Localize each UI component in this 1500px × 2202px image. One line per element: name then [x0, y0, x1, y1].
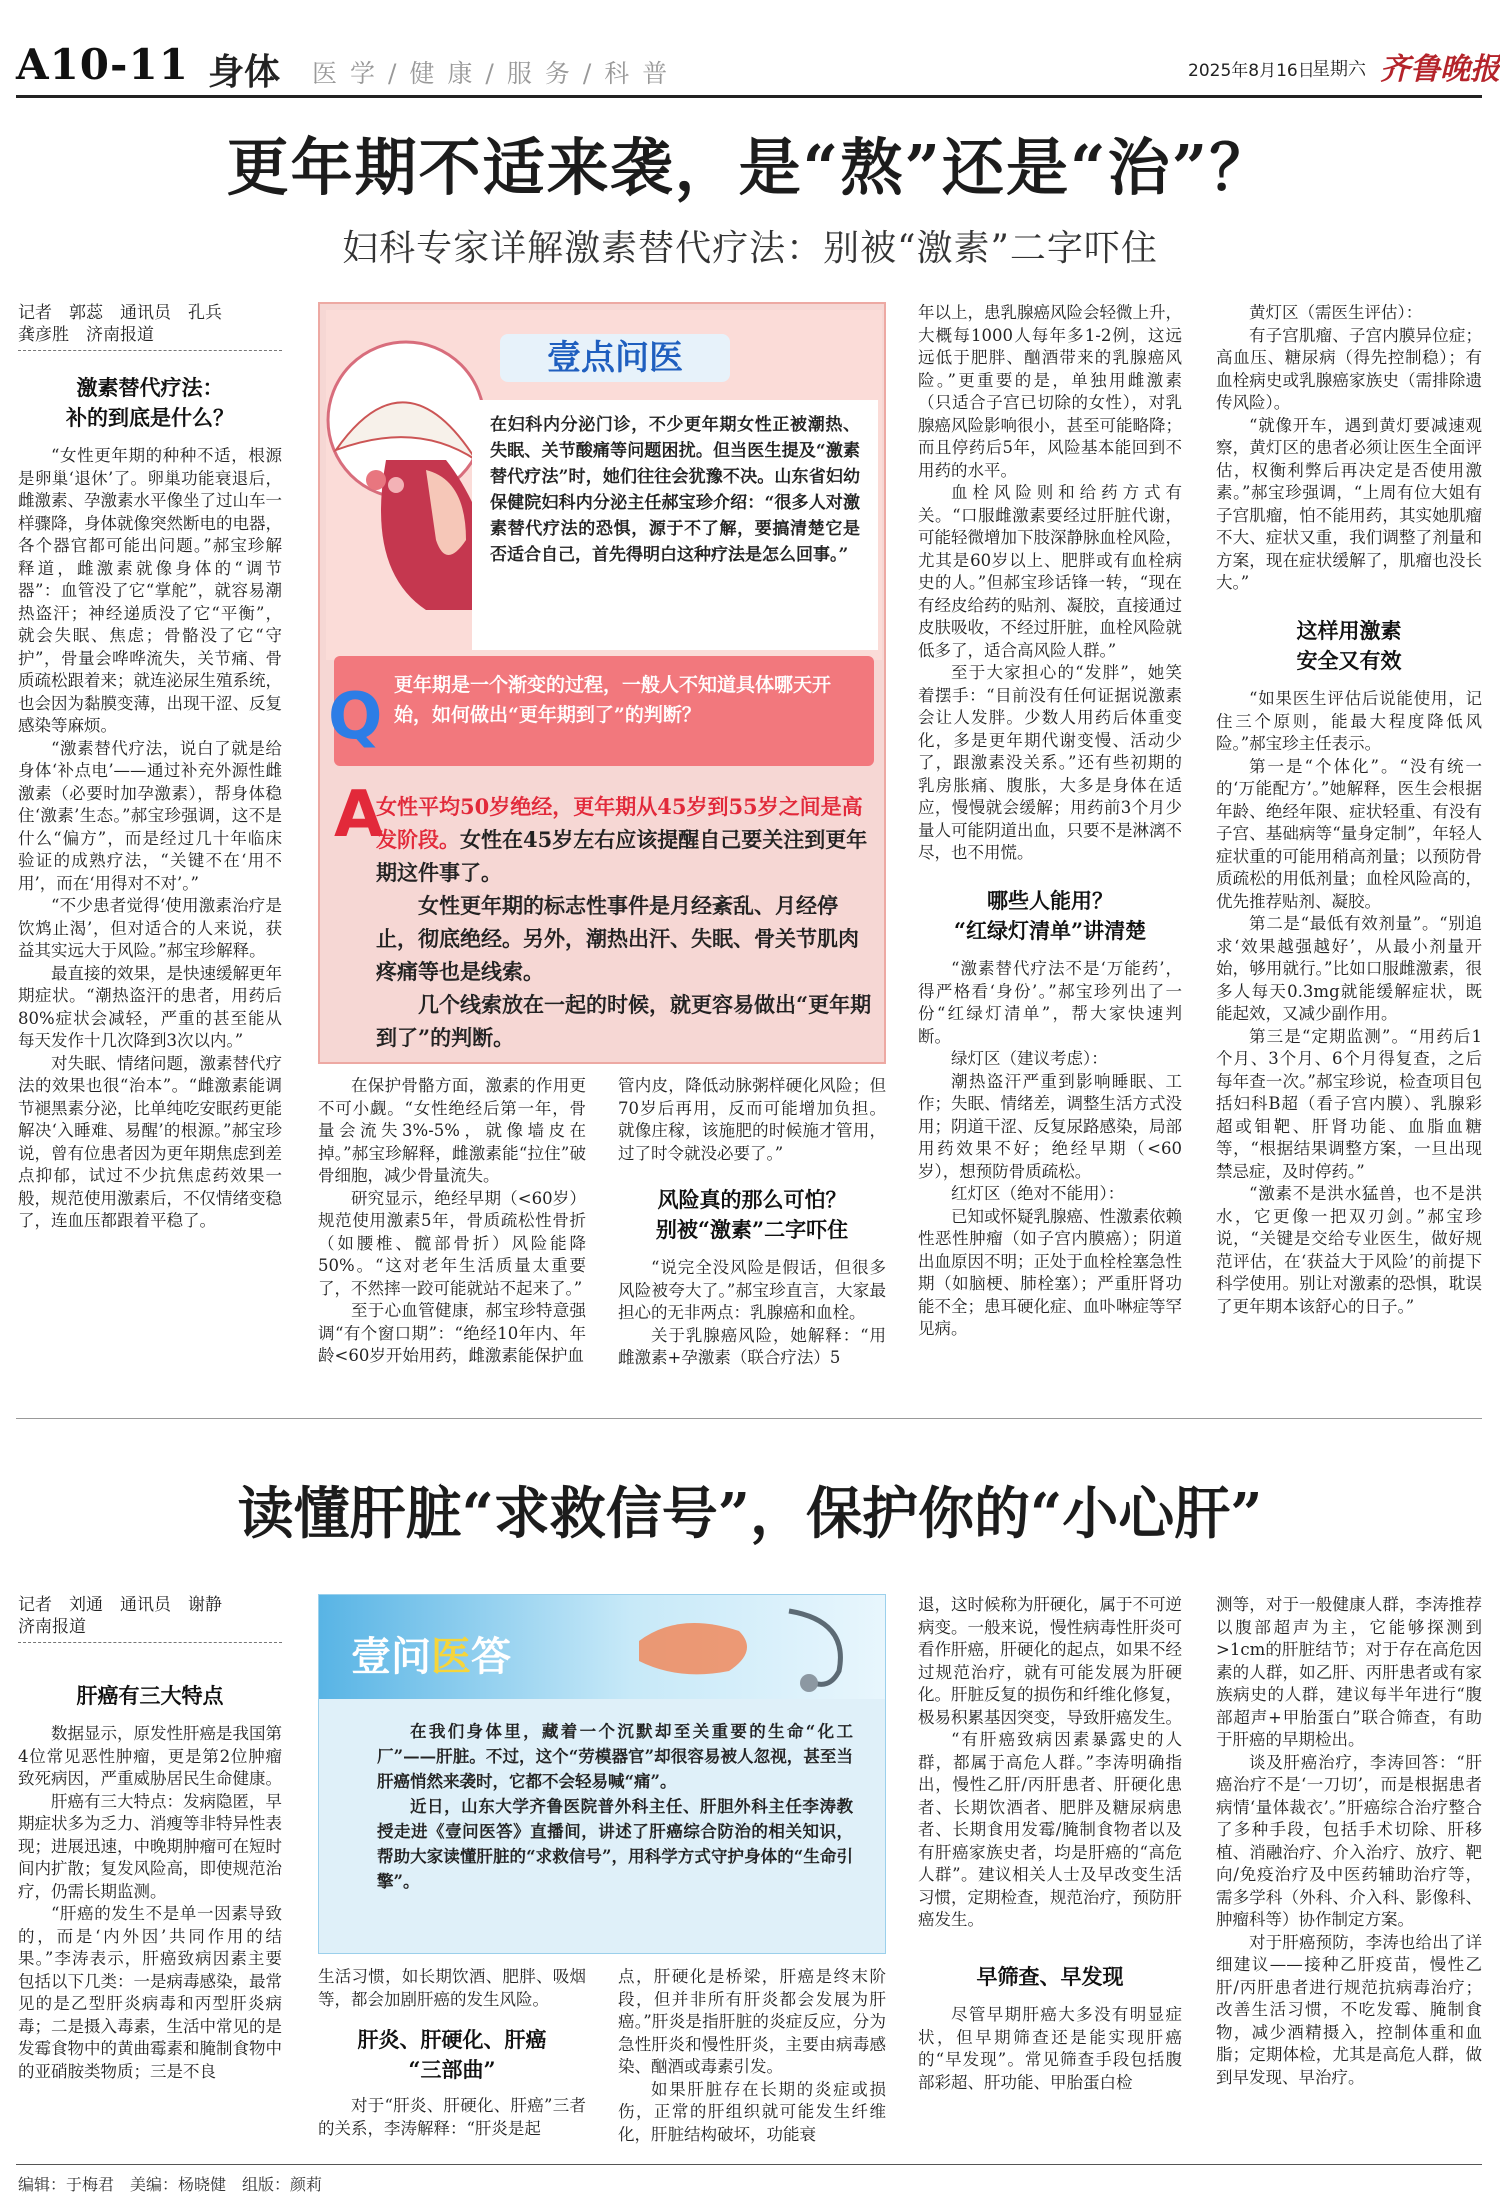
question-panel	[328, 656, 874, 766]
footer-rule	[16, 2164, 1482, 2165]
issue-date: 2025年8月16日	[1188, 61, 1315, 81]
qa-banner: 壹点问医	[500, 334, 730, 382]
qa-intro: 在妇科内分泌门诊，不少更年期女性正被潮热、失眠、关节酸痛等问题困扰。但当医生提及“激素替代疗法”时，她们往往会犹豫不决。山东省妇幼保健院妇科内分泌主任郝宝珍介绍：“很多人对激素替代疗法的恐惧，源于不了解，要搞清楚它是否适合自己，首先得明白这种疗法是怎么回事。”	[472, 400, 878, 650]
section-title: 身体	[208, 51, 281, 93]
footer-credits: 编辑：于梅君 美编：杨晓健 组版：颜莉	[18, 2175, 323, 2194]
article2-column-3: 退，这时候称为肝硬化，属于不可逆病变。一般来说，慢性病毒性肝炎可看作肝癌，肝硬化的起点，如果不经过规范治疗，就有可能发展为肝硬化。肝脏反复的损伤和纤维化修复，极易积累基因突变，导致肝癌发生。 “有肝癌致病因素暴露史的人群，都属于高危人群。”李涛明确指出，慢性乙肝/丙肝患者、肝硬化患者、长期饮酒者、肥胖及糖尿病患者、长期食用发霉/腌制食物者以及有肝癌家族史者，均是肝癌的“高危人群”。建议相关人士及早改变生活习惯，定期检查，规范治疗，预防肝癌发生。 早筛查、早发现 尽管早期肝癌大多没有明显症状，但早期筛查还是能实现肝癌的“早发现”。常见筛查手段包括腹部彩超、肝功能、甲胎蛋白检	[918, 1595, 1182, 2092]
header-rule	[16, 95, 1482, 98]
article1-col1-body: “女性更年期的种种不适，根源是卵巢‘退休’了。卵巢功能衰退后，雌激素、孕激素水平像坐了过山车一样骤降，身体就像突然断电的电器，各个器官都可能出问题。”郝宝珍解释道，雌激素就像身体的“调节器”：血管没了它“掌舵”，就容易潮热盗汗；神经递质没了它“平衡”，就会失眠、焦虑；骨骼没了它“守护”，骨量会哗哗流失，关节痛、骨质疏松跟着来；就连泌尿生殖系统，也会因为黏膜变薄，出现干涩、反复感染等麻烦。 “激素替代疗法，说白了就是给身体‘补点电’——通过补充外源性雌激素（必要时加孕激素），帮身体稳住‘激素’生态。”郝宝珍强调，这不是什么“偏方”，而是经过几十年临床验证的成熟疗法，“关键不在‘用不用’，而在‘用得对不对’。” “不少患者觉得‘使用激素治疗是饮鸩止渴’，但对适合的人来说，获益其实远大于风险。”郝宝珍解释。 最直接的效果，是快速缓解更年期症状。“潮热盗汗的患者，用药后80%症状会减轻，严重的甚至能从每天发作十几次降到3次以内。” 对失眠、情绪问题，激素替代疗法的效果也很“治本”。“雌激素能调节褪黑素分泌，比单纯吃安眠药更能解决‘入睡难、易醒’的根源。”郝宝珍说，曾有位患者因为更年期焦虑到差点抑郁，试过不少抗焦虑药效果一般，规范使用激素后，不仅情绪变稳了，连血压都跟着平稳了。	[18, 446, 282, 1230]
article2-subhead-2: 肝炎、肝硬化、肝癌 “三部曲”	[357, 2027, 547, 2082]
article1-column-1	[18, 302, 282, 1415]
article2-qa-box	[318, 1594, 886, 1954]
qa2-intro: 在我们身体里，藏着一个沉默却至关重要的生命“化工厂”——肝脏。不过，这个“劳模器官”却很容易被人忽视，甚至当肝癌悄然来袭时，它都不会轻易喊“痛”。 近日，山东大学齐鲁医院普外科主任、肝胆外科主任李涛教授走进《壹问医答》直播间，讲述了肝癌综合防治的相关知识，帮助大家读懂肝脏的“求救信号”，用科学方式守护身体的“生命引擎”。	[377, 1722, 853, 1891]
article1-col2b: 管内皮，降低动脉粥样硬化风险；但70岁后再用，反而可能增加负担。就像庄稼，该施肥的时候施才管用，过了时令就没必要了。” 风险真的那么可怕？ 别被“激素”二字吓住 “说完全没风险是假话，但很多风险被夸大了。”郝宝珍直言，大家最担心的无非两点：乳腺癌和血栓。 关于乳腺癌风险，她解释：“用雌激素+孕激素（联合疗法）5	[618, 1076, 886, 1367]
a-letter-icon: A	[334, 778, 384, 852]
article1-column-4: 黄灯区（需医生评估）： 有子宫肌瘤、子宫内膜异位症；高血压、糖尿病（得先控制稳）；有血栓病史或乳腺癌家族史（需排除遗传风险）。 “就像开车，遇到黄灯要减速观察，黄灯区的患者必须让医生全面评估，权衡利弊后再决定是否使用激素。”郝宝珍强调，“上周有位大姐有子宫肌瘤，怕不能用药，其实她肌瘤不大、症状又重，我们调整了剂量和方案，现在症状缓解了，肌瘤也没长大。” 这样用激素 安全又有效 “如果医生评估后说能使用，记住三个原则，能最大程度降低风险。”郝宝珍主任表示。 第一是“个体化”。“没有统一的‘万能配方’。”她解释，医生会根据年龄、绝经年限、症状轻重、有没有子宫、基础病等“量身定制”，年轻人症状重的可能用稍高剂量；以预防骨质疏松的用低剂量；血栓风险高的，优先推荐贴剂、凝胶。 第二是“最低有效剂量”。“别追求‘效果越强越好’，从最小剂量开始，够用就行。”比如口服雌激素，很多人每天0.3mg就能缓解症状，既能起效，又减少副作用。 第三是“定期监测”。“用药后1个月、3个月、6个月得复查，之后每年查一次。”郝宝珍说，检查项目包括妇科B超（看子宫内膜）、乳腺彩超或钼靶、肝肾功能、血脂血糖等，“根据结果调整方案，一旦出现禁忌症，及时停药。” “激素不是洪水猛兽，也不是洪水，它更像一把双刃剑。”郝宝珍说，“关键是交给专业医生，做好规范评估，在‘获益大于风险’的前提下科学使用。别让对激素的恐惧，耽误了更年期本该舒心的日子。”	[1216, 303, 1482, 1316]
article2-byline: 记者 刘通 通讯员 谢静 济南报道	[18, 1594, 282, 1643]
article-divider	[16, 1418, 1482, 1419]
article1-col2a: 在保护骨骼方面，激素的作用更不可小觑。“女性绝经后第一年，骨量会流失3%-5%，就像墙皮在掉。”郝宝珍解释，雌激素能“拉住”破骨细胞，减少骨量流失。 研究显示，绝经早期（<60岁）规范使用激素5年，骨质疏松性骨折（如腰椎、髋部骨折）风险能降50%。“这对老年生活质量太重要了，不然摔一跤可能就站不起来了。” 至于心血管健康，郝宝珍特意强调“有个窗口期”：“绝经10年内、年龄<60岁开始用药，雌激素能保护血	[318, 1076, 586, 1365]
qa2-banner	[319, 1595, 885, 1699]
article2-subhead-3: 早筛查、早发现	[976, 1964, 1124, 1989]
article1-column-3: 年以上，患乳腺癌风险会轻微上升，大概每1000人每年多1-2例，这远远低于肥胖、酗酒带来的乳腺癌风险。”更重要的是，单独用雌激素（只适合子宫已切除的女性），对乳腺癌风险影响很小，甚至可能略降；而且停药后5年，风险基本能回到不用药的水平。 血栓风险则和给药方式有关。“口服雌激素要经过肝脏代谢，可能轻微增加下肢深静脉血栓风险，尤其是60岁以上、肥胖或有血栓病史的人。”但郝宝珍话锋一转，“现在有经皮给药的贴剂、凝胶，直接通过皮肤吸收，不经过肝脏，血栓风险就低多了，适合高风险人群。” 至于大家担心的“发胖”，她笑着摆手：“目前没有任何证据说激素会让人发胖。少数人用药后体重变化，多是更年期代谢变慢、活动少了，跟激素没关系。”还有些初期的乳房胀痛、腹胀，大多是身体在适应，慢慢就会缓解；用药前3个月少量人可能阴道出血，只要不是淋漓不尽，也不用慌。 哪些人能用？ “红绿灯清单”讲清楚 “激素替代疗法不是‘万能药’，得严格看‘身份’。”郝宝珍列出了一份“红绿灯清单”，帮大家快速判断。 绿灯区（建议考虑）： 潮热盗汗严重到影响睡眠、工作；失眠、情绪差，调整生活方式没用；阴道干涩、反复尿路感染，局部用药效果不好；绝经早期（<60岁），想预防骨质疏松。 红灯区（绝对不能用）： 已知或怀疑乳腺癌、性激素依赖性恶性肿瘤（如子宫内膜癌）；阴道出血原因不明；正处于血栓栓塞急性期（如脑梗、肺栓塞）；严重肝肾功能不全；患耳硬化症、血卟啉症等罕见病。	[918, 303, 1182, 1338]
article1-subtitle: 妇科专家详解激素替代疗法：别被“激素”二字吓住	[342, 228, 1158, 269]
page-number: A10-11	[16, 40, 189, 89]
article1-title: 更年期不适来袭，是“熬”还是“治”？	[226, 131, 1274, 204]
article1-byline: 记者 郭蕊 通讯员 孔兵 龚彦胜 济南报道	[18, 302, 282, 351]
article2-col2c: 点，肝硬化是桥梁，肝癌是终末阶段，但并非所有肝炎都会发展为肝癌。”肝炎是指肝脏的炎症反应，分为急性肝炎和慢性肝炎，主要由病毒感染、酗酒或毒素引发。 如果肝脏存在长期的炎症或损伤，正常的肝组织就可能发生纤维化，肝脏结构破坏，功能衰	[618, 1967, 886, 2144]
article1-qa-box	[318, 302, 886, 1064]
article2-col2a: 生活习惯，如长期饮酒、肥胖、吸烟等，都会加剧肝癌的发生风险。 肝炎、肝硬化、肝癌 “三部曲” 对于“肝炎、肝硬化、肝癌”三者的关系，李涛解释：“肝炎是起	[318, 1967, 586, 2138]
question-text: 更年期是一个渐变的过程，一般人不知道具体哪天开始，如何做出“更年期到了”的判断？	[394, 674, 832, 726]
q-letter-icon: Q	[328, 680, 383, 754]
issue-weekday: 星期六	[1312, 59, 1366, 80]
qa2-banner-text: 壹问医答	[351, 1633, 511, 1680]
article1-subhead-2: 风险真的那么可怕？ 别被“激素”二字吓住	[655, 1187, 849, 1242]
article2-title: 读懂肝脏“求救信号”，保护你的“小心肝”	[237, 1481, 1263, 1547]
article1-subhead-4: 这样用激素 安全又有效	[1296, 618, 1402, 673]
article2-column-4: 测等，对于一般健康人群，李涛推荐以腹部超声为主，它能够探测到>1cm的肝脏结节；对于存在高危因素的人群，如乙肝、丙肝患者或有家族病史的人群，建议每半年进行“腹部超声+甲胎蛋白”联合筛查，有助于肝癌的早期检出。 谈及肝癌治疗，李涛回答：“肝癌治疗不是‘一刀切’，而是根据患者病情‘量体裁衣’。”肝癌综合治疗整合了多种手段，包括手术切除、肝移植、消融治疗、介入治疗、放疗、靶向/免疫治疗及中医药辅助治疗等，需多学科（外科、介入科、影像科、肿瘤科等）协作制定方案。 对于肝癌预防，李涛也给出了详细建议——接种乙肝疫苗，慢性乙肝/丙肝患者进行规范抗病毒治疗；改善生活习惯，不吃发霉、腌制食物，减少酒精摄入，控制体重和血脂；定期体检，尤其是高危人群，做到早发现、早治疗。	[1216, 1595, 1482, 2087]
article2-subhead-1: 肝癌有三大特点	[76, 1683, 224, 1708]
newspaper-logo: 齐鲁晚报	[1380, 52, 1500, 87]
article1-subhead-1: 激素替代疗法： 补的到底是什么？	[66, 375, 234, 430]
section-subtitle: 医学/健康/服务/科普	[312, 59, 681, 88]
liver-stethoscope-icon	[619, 1601, 879, 1697]
answer-text: 女性平均50岁绝经，更年期从45岁到55岁之间是高发阶段。女性在45岁左右应该提醒自己要关注到更年期这件事了。 女性更年期的标志性事件是月经紊乱、月经停止，彻底绝经。另外，潮热出汗、失眠、骨关节肌肉疼痛等也是线索。 几个线索放在一起的时候，就更容易做出“更年期到了”的判断。	[376, 794, 872, 1050]
article1-subhead-3: 哪些人能用？ “红绿灯清单”讲清楚	[953, 888, 1147, 943]
article2-column-1: 记者 刘通 通讯员 谢静 济南报道 肝癌有三大特点 数据显示，原发性肝癌是我国第4位常见恶性肿瘤，更是第2位肿瘤致死病因，严重威胁居民生命健康。 肝癌有三大特点：发病隐匿，早期症状多为乏力、消瘦等非特异性表现；进展迅速，中晚期肿瘤可在短时间内扩散；复发风险高，即使规范治疗，仍需长期监测。 “肝癌的发生不是单一因素导致的，而是‘内外因’共同作用的结果。”李涛表示，肝癌致病因素主要包括以下几类：一是病毒感染，最常见的是乙型肝炎病毒和丙型肝炎病毒；二是摄入毒素，生活中常见的是发霉食物中的黄曲霉素和腌制食物中的亚硝胺类物质；三是不良	[18, 1595, 282, 2081]
